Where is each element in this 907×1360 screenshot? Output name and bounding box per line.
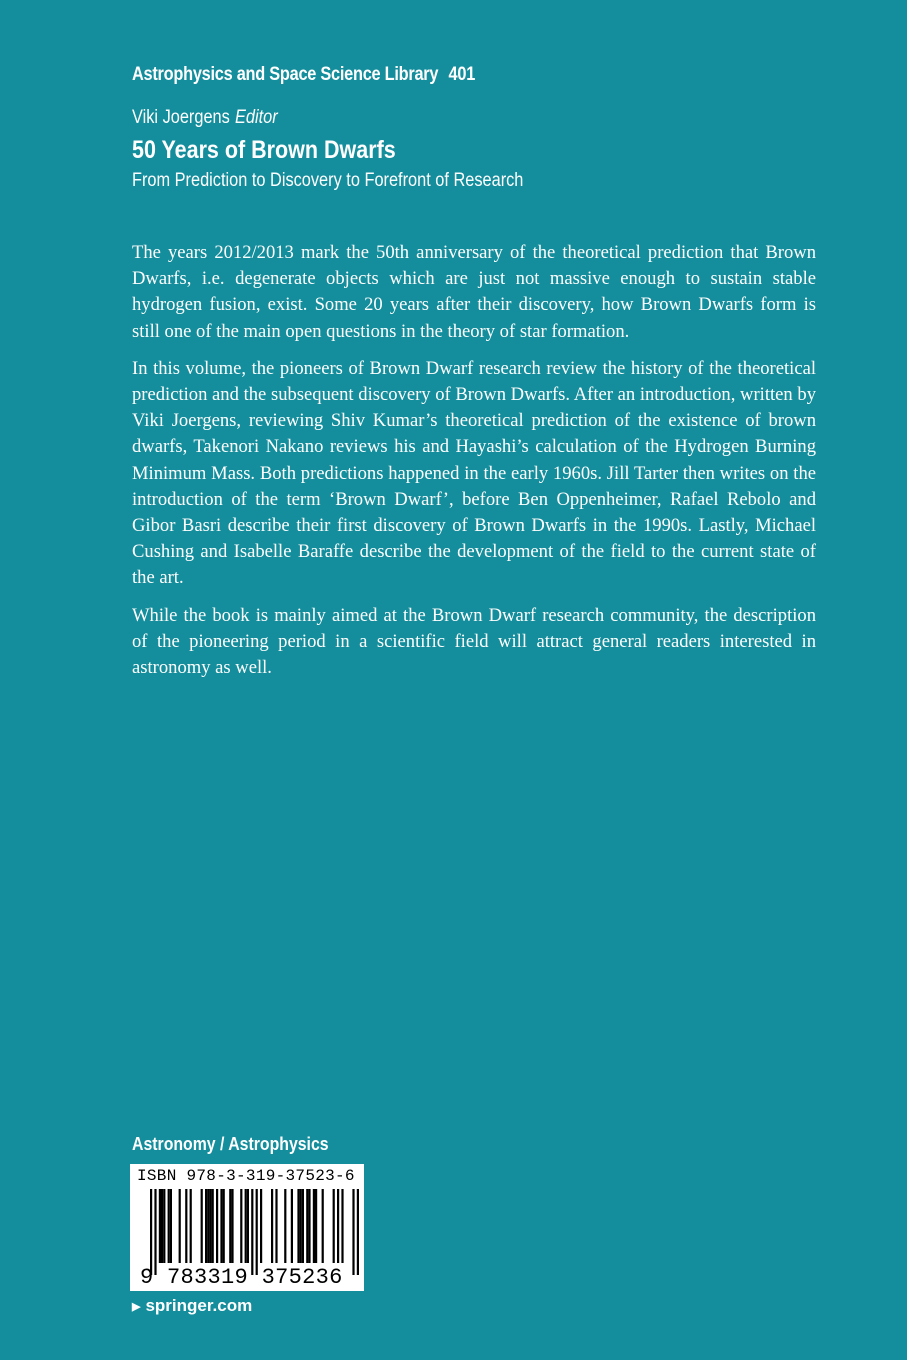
blurb-paragraph-3: While the book is mainly aimed at the Brown Dwarf research community, the description of the pioneering period in a scientific field will attract general readers interested in astronomy as well. bbox=[132, 604, 816, 679]
isbn-label: ISBN 978-3-319-37523-6 bbox=[137, 1167, 355, 1185]
barcode-bar bbox=[302, 1189, 304, 1263]
barcode-bar bbox=[163, 1189, 165, 1263]
barcode-bar bbox=[256, 1189, 258, 1275]
barcode-bar bbox=[209, 1189, 211, 1263]
barcode-bar bbox=[341, 1189, 343, 1263]
barcode-bar bbox=[185, 1189, 187, 1263]
barcode-bar bbox=[260, 1189, 262, 1263]
barcode-bar bbox=[170, 1189, 172, 1263]
barcode-bar bbox=[201, 1189, 203, 1263]
barcode-digits bbox=[140, 1265, 343, 1290]
barcode-bar bbox=[275, 1189, 277, 1263]
barcode-bar bbox=[284, 1189, 286, 1263]
blurb-paragraph-2: In this volume, the pioneers of Brown Dwarf research review the history of the theoretical prediction and the subsequent discovery of Brown Dwarfs. After an introduction, written by Viki Joergens, reviewing Shiv Kumar’s theoretical prediction of the existence of brown dwarfs, Takenori Nakano reviews his and Hayashi’s calculation of the Hydrogen Burning Minimum Mass. Both predictions happened in the early 1960s. Jill Tarter then writes on the introduction of the term ‘Brown Dwarf’, before Ben Oppenheimer, Rafael Rebolo and Gibor Basri describe their first discovery of Brown Dwarfs in the 1990s. Lastly, Michael Cushing and Isabelle Baraffe describe the development of the field to the current state of the art. bbox=[132, 357, 816, 589]
blurb bbox=[132, 240, 816, 692]
barcode-bar bbox=[240, 1189, 242, 1263]
barcode-bar bbox=[337, 1189, 339, 1263]
barcode-bar bbox=[245, 1189, 247, 1263]
barcode-bar bbox=[205, 1189, 207, 1263]
barcode-bar bbox=[300, 1189, 302, 1263]
barcode-bar bbox=[306, 1189, 308, 1263]
publisher-link[interactable] bbox=[132, 1296, 252, 1316]
series-line bbox=[132, 64, 475, 86]
barcode-bar bbox=[212, 1189, 214, 1263]
series-name: Astrophysics and Space Science Library bbox=[132, 64, 439, 85]
series-number: 401 bbox=[448, 64, 476, 85]
barcode-bar bbox=[216, 1189, 218, 1263]
barcode-bar bbox=[220, 1189, 222, 1263]
barcode-bar bbox=[179, 1189, 181, 1263]
barcode-bar bbox=[247, 1189, 249, 1263]
barcode-bar bbox=[297, 1189, 299, 1263]
barcode-bar bbox=[315, 1189, 317, 1263]
barcode-bar bbox=[308, 1189, 310, 1263]
barcode-bar bbox=[154, 1189, 156, 1275]
book-title: 50 Years of Brown Dwarfs bbox=[132, 136, 396, 164]
subject-category: Astronomy / Astrophysics bbox=[132, 1134, 329, 1154]
barcode-bar bbox=[223, 1189, 225, 1263]
barcode-bar bbox=[150, 1189, 152, 1275]
barcode-bar bbox=[161, 1189, 163, 1263]
barcode-bar bbox=[168, 1189, 170, 1263]
editor-line bbox=[132, 107, 278, 129]
barcode-bar bbox=[291, 1189, 293, 1263]
barcode-bar bbox=[231, 1189, 233, 1263]
barcode-box bbox=[130, 1164, 364, 1291]
publisher-url: springer.com bbox=[145, 1296, 253, 1315]
barcode-bar bbox=[190, 1189, 192, 1263]
editor-role: Editor bbox=[234, 107, 278, 128]
barcode-bar bbox=[159, 1189, 161, 1263]
editor-name: Viki Joergens bbox=[132, 107, 230, 128]
barcode-bar bbox=[333, 1189, 335, 1263]
barcode-first-digit: 9 bbox=[140, 1265, 154, 1290]
barcode-bar bbox=[352, 1189, 354, 1275]
barcode-bar bbox=[313, 1189, 315, 1263]
barcode-bar bbox=[322, 1189, 324, 1263]
barcode-right-group: 375236 bbox=[261, 1265, 343, 1290]
barcode-bar bbox=[229, 1189, 231, 1263]
barcode-bar bbox=[357, 1189, 359, 1275]
barcode-left-group: 783319 bbox=[167, 1265, 249, 1290]
triangle-right-icon: ▶ bbox=[132, 1300, 141, 1313]
book-subtitle: From Prediction to Discovery to Forefront of Research bbox=[132, 170, 524, 191]
blurb-paragraph-1: The years 2012/2013 mark the 50th anniversary of the theoretical prediction that Brown Dwarfs, i.e. degenerate objects which are just not massive enough to sustain stable hydrogen fusion, exist. Some 20 years after their discovery, how Brown Dwarfs form is still one of the main open questions in the theory of star formation. bbox=[132, 242, 816, 342]
barcode-bar bbox=[271, 1189, 273, 1263]
barcode-bar bbox=[207, 1189, 209, 1263]
barcode-bar bbox=[251, 1189, 253, 1275]
